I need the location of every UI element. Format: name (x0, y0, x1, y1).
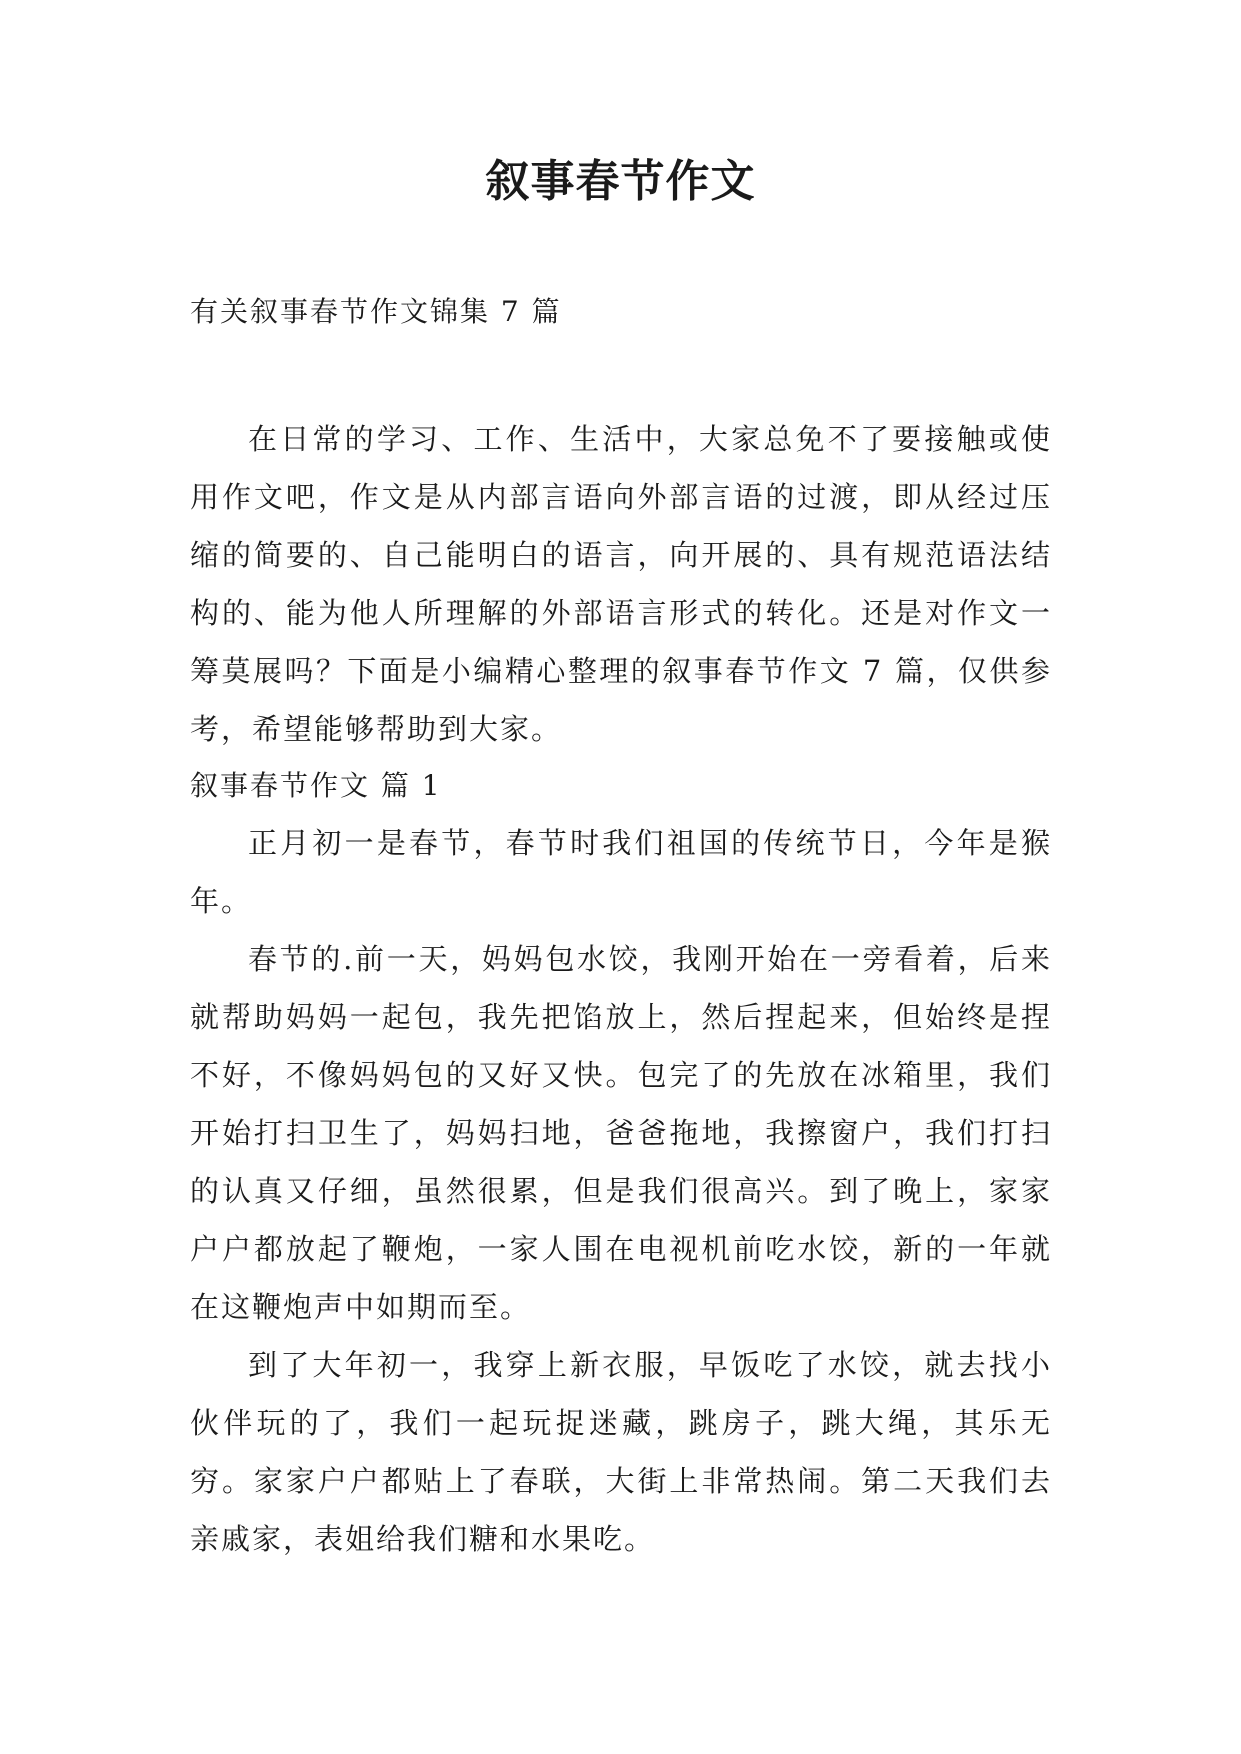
document-subtitle: 有关叙事春节作文锦集 7 篇 (190, 295, 562, 328)
intro-paragraph: 在日常的学习、工作、生活中，大家总免不了要接触或使用作文吧，作文是从内部言语向外部言语的过渡，即从经过压缩的简要的、自己能明白的语言，向开展的、具有规范语法结构的、能为他人所理解的外部语言形式的转化。还是对作文一筹莫展吗？下面是小编精心整理的叙事春节作文 7 篇，仅供参考，希望能够帮助到大家。 (190, 422, 1052, 746)
document-body (190, 410, 1052, 1568)
body-paragraph: 春节的.前一天，妈妈包水饺，我刚开始在一旁看着，后来就帮助妈妈一起包，我先把馅放上，然后捏起来，但始终是捏不好，不像妈妈包的又好又快。包完了的先放在冰箱里，我们开始打扫卫生了，妈妈扫地，爸爸拖地，我擦窗户，我们打扫的认真又仔细，虽然很累，但是我们很高兴。到了晚上，家家户户都放起了鞭炮，一家人围在电视机前吃水饺，新的一年就在这鞭炮声中如期而至。 (190, 942, 1052, 1324)
section-heading: 叙事春节作文 篇 1 (190, 769, 442, 802)
body-paragraph: 正月初一是春节，春节时我们祖国的传统节日，今年是猴年。 (190, 826, 1052, 918)
document-title: 叙事春节作文 (485, 156, 756, 207)
body-paragraph: 到了大年初一，我穿上新衣服，早饭吃了水饺，就去找小伙伴玩的了，我们一起玩捉迷藏，跳房子，跳大绳，其乐无穷。家家户户都贴上了春联，大街上非常热闹。第二天我们去亲戚家，表姐给我们糖和水果吃。 (190, 1348, 1052, 1556)
